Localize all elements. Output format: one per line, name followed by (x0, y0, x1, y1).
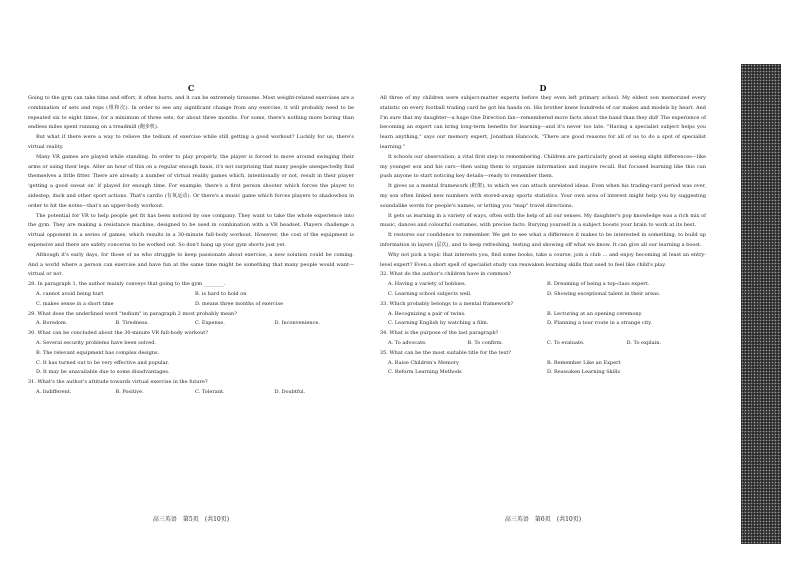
answer-option: A. To advocate. (388, 339, 427, 346)
question-stem: 32. What do the author's children have in common? (380, 271, 512, 278)
answer-option: D. means three months of exercise (195, 300, 284, 307)
question-list (380, 270, 706, 378)
paragraph: Going to the gym can take time and effort, it often hurts, and it can be extremely tiresome. Most weight-related exercises are a combination of sets and reps (组和次). In order to see any significant change from any exercise, it will probably need to be repeated six to eight times, for a minimum of three sets, for about three months. For some, there's nothing more boring than endless miles spent running on a treadmill (跑步机). (28, 95, 354, 131)
answer-options (28, 339, 354, 378)
answer-option: C. Learning school subjects well. (388, 290, 472, 297)
paragraph: It restores our confidence to remember. We get to see what a difference it makes to be interested in something, to build up information in layers (层次), and to keep refreshing, testing and showing off what we know. It can give all our learning a boost. (380, 232, 706, 248)
paragraph: All three of my children were subject-matter experts before they even left primary school. My eldest son memorized every statistic on every football trading card he got his hands on. His brother knew hundreds of car makes and models by heart. And I'm sure that my daughter—a huge One Direction fan—remembered more facts about the band than they did! The experience of becoming an expert can bring long-term benefits for learning—and it's never too late. "Having a specialist subject helps you learn anything," says our memory expert, Jonathan Hancock, "There are good reasons for all of us to do a spot of specialist learning." (380, 95, 706, 150)
answer-option: D. Showing exceptional talent in their areas. (547, 290, 661, 297)
answer-option: D. It may be unavailable due to some disadvantages. (36, 369, 170, 376)
answer-option: C. Expense. (195, 320, 225, 327)
answer-option: A. Having a variety of hobbies. (388, 281, 467, 288)
answer-options (380, 359, 706, 379)
question-stem: 34. What is the purpose of the last paragraph? (380, 330, 499, 337)
answer-option: B. Dreaming of being a top-class expert. (547, 281, 650, 288)
answer-option: A. Several security problems have been solved. (36, 339, 156, 346)
question-stem: 29. What does the underlined word "tedium" in paragraph 2 most probably mean? (28, 310, 237, 317)
exam-sheet (28, 82, 726, 527)
answer-option: B. To confirm. (467, 339, 503, 346)
scan-edge-texture (741, 64, 781, 544)
section-title: D (539, 83, 547, 93)
paragraph: It gets us learning in a variety of ways, often with the help of all our senses. My daughter's pop knowledge was a rich mix of music, dances and colourful costumes, with precise facts. Burying yourself in a subject boosts your brain to work at its best. (380, 212, 706, 229)
answer-option: B. The relevant equipment has complex designs. (36, 349, 160, 356)
question-stem: 33. Which probably belongs to a mental framework? (380, 300, 514, 307)
answer-option: B. Tiredness. (115, 320, 149, 327)
paragraph: Why not pick a topic that interests you, find some books, take a course, join a club ... and enjoy becoming at least an entry-level expert? Even a short spell of specialist study can reawaken learning skills that used to feel like child's play. (380, 251, 706, 268)
answer-option: D. Doubtful. (274, 388, 306, 395)
answer-option: C. It has turned out to be very effective and popular. (36, 359, 170, 366)
answer-option: C. Reform Learning Methods (388, 369, 462, 376)
answer-options (28, 388, 354, 398)
answer-option: A. Recognizing a pair of twins. (388, 310, 466, 317)
answer-option: C. Learning English by watching a film. (388, 320, 489, 327)
answer-options (28, 290, 354, 310)
answer-option: D. Planning a tour route in a strange city. (547, 320, 653, 327)
answer-option: D. Reawaken Learning Skills (547, 369, 621, 376)
answer-option: D. Inconvenience. (274, 320, 320, 327)
paragraph: The potential for VR to help people get fit has been noticed by one company. They want to take the whole experience into the gym. They are making a resistance machine, designed to be used in combination with a VR headset. Players challenge a virtual opponent in a series of games, which results in a 30-minute full-body workout. However, the cost of the equipment is expensive and there are safety concerns to be worked out. So don't hang up your gym shorts just yet. (28, 212, 354, 248)
answer-option: C. Tolerant. (195, 388, 225, 395)
paragraph: But what if there were a way to relieve the tedium of exercise while still getting a good workout? Luckily for us, there's virtual reality. (28, 134, 354, 150)
question-stem: 35. What can be the most suitable title for the text? (380, 349, 512, 356)
section-title: C (187, 83, 195, 93)
answer-options (380, 339, 706, 349)
answer-options (380, 310, 706, 330)
answer-option: B. Lecturing at an opening ceremony. (547, 310, 643, 317)
question-stem: 28. In paragraph 1, the author mainly conveys that going to the gym ________. (28, 281, 226, 288)
page-footer: 高三英语 第5页 (共10页) (152, 516, 230, 523)
paragraph: It gives us a mental framework (框架), to which we can attach unrelated ideas. Even when his trading-card period was over, my son often linked new numbers with stored-away sports statistics. Your own area of interest might help you by suggesting soundalike words for people's names, or letting you "map" travel directions. (380, 183, 706, 209)
question-stem: 31. What's the author's attitude towards virtual exercise in the future? (28, 379, 208, 386)
answer-option: A. Raise Children's Memory (388, 359, 459, 366)
answer-option: B. Remember Like an Expert (547, 359, 621, 366)
section-d (380, 82, 706, 378)
paragraph: Many VR games are played while standing. In order to play properly, the player is forced to move around swinging their arms or using their legs. Alter an hour of this on a regular enough basis, it's not surprising that many people unexpectedly find themselves a little fitter. There are already a number of virtual reality games which, intentionally or not, result in their player 'getting a good sweat on' if played for enough time. For example, there's a first person shooter which forces the player to sidestep, duck and other sport actions. That's cardio (有氧运动). Or there's a music game which forces players to shadowbox in order to hit the notes—that's an upper-body workout. (28, 153, 354, 209)
answer-option: B. Positive. (115, 388, 144, 395)
answer-option: A. Indifferent. (36, 388, 72, 395)
answer-option: C. makes sense in a short time (36, 300, 114, 307)
answer-options (28, 319, 354, 329)
page-footer: 高三英语 第6页 (共10页) (504, 516, 582, 523)
answer-options (380, 280, 706, 300)
question-stem: 30. What can be concluded about the 30-minute VR full-body workout? (28, 330, 208, 337)
question-list (28, 280, 354, 398)
answer-option: A. cannot avoid being hurt (36, 290, 104, 297)
answer-option: C. To evaluate. (547, 339, 585, 346)
section-c (28, 82, 354, 398)
passage (28, 94, 354, 280)
paragraph: Although it's early days, for those of us who struggle to keep passionate about exercise, a new solution could be coming. And a world where a person can exercise and have fun at the same time might be something that many people would want—virtual or not. (28, 251, 354, 278)
answer-option: D. To explain. (626, 339, 662, 346)
answer-option: A. Boredom. (36, 320, 68, 327)
passage (380, 94, 706, 270)
paragraph: It schools our observation; a vital first step to remembering. Children are particularly good at seeing slight differences—like my younger son and his cars—then using them to organize information and inspire recall. But focused learning like this can push anyone to start noticing key details—ready to remember them. (380, 153, 706, 180)
answer-option: B. is hard to hold on (195, 290, 247, 297)
